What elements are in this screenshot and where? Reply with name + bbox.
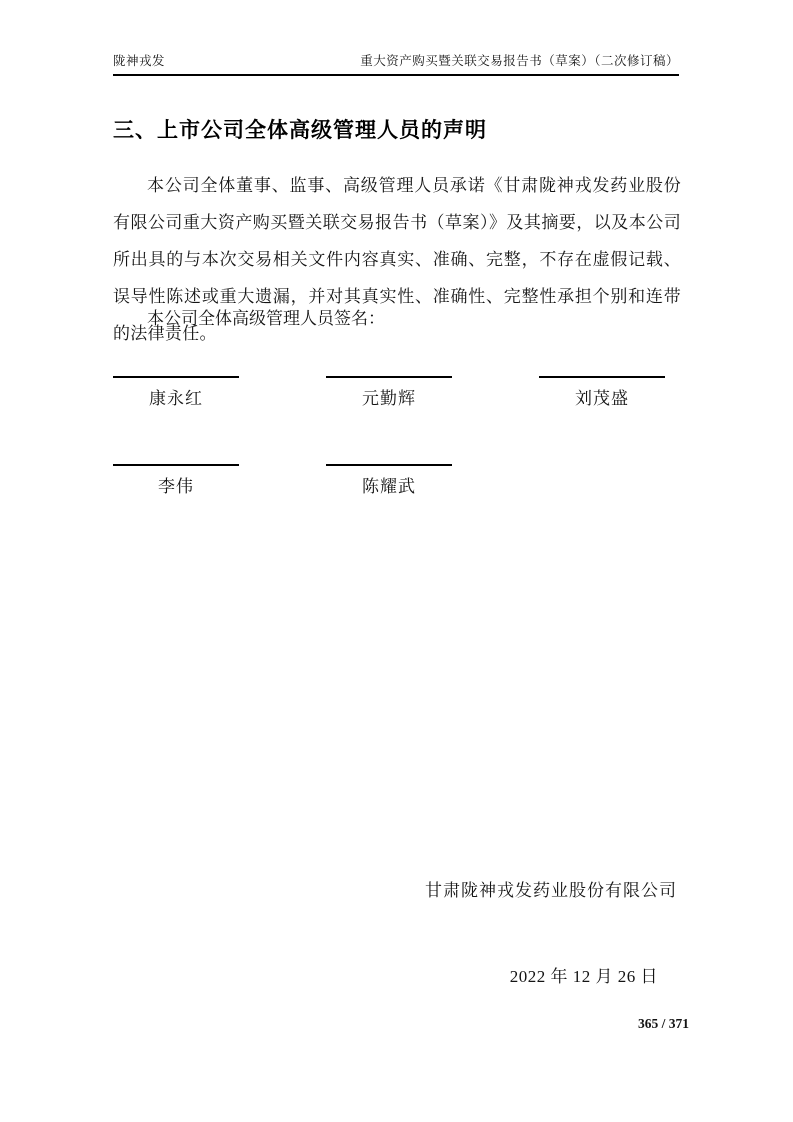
signature-name: 康永红 [149, 389, 203, 408]
signature-cell [113, 376, 239, 409]
signature-line [326, 464, 452, 466]
section-heading: 三、上市公司全体高级管理人员的声明 [113, 119, 487, 143]
signature-name: 陈耀武 [362, 477, 416, 496]
signature-cell [326, 464, 452, 497]
signature-cell [326, 376, 452, 409]
signature-line [113, 376, 239, 378]
closing-company-name: 甘肃陇神戎发药业股份有限公司 [425, 881, 677, 900]
signature-row-2 [113, 464, 539, 497]
declaration-paragraph: 本公司全体董事、监事、高级管理人员承诺《甘肃陇神戎发药业股份有限公司重大资产购买暨关联交易报告书（草案）》及其摘要，以及本公司所出具的与本次交易相关文件内容真实、准确、完整，不存在虚假记载、误导性陈述或重大遗漏，并对其真实性、准确性、完整性承担个别和连带的法律责任。 [113, 176, 681, 343]
signature-prompt: 本公司全体高级管理人员签名： [147, 309, 385, 328]
signature-cell [539, 376, 665, 409]
signature-line [113, 464, 239, 466]
signature-name: 元勤辉 [362, 389, 416, 408]
signature-line [326, 376, 452, 378]
signature-name: 李伟 [158, 477, 194, 496]
header-right-report-title: 重大资产购买暨关联交易报告书（草案）（二次修订稿） [360, 54, 679, 68]
signature-cell [113, 464, 239, 497]
page-number: 365 / 371 [637, 1016, 689, 1031]
running-header [113, 51, 679, 76]
signature-line [539, 376, 665, 378]
signature-row-1 [113, 376, 752, 409]
signature-name: 刘茂盛 [575, 389, 629, 408]
closing-date: 2022 年 12 月 26 日 [509, 967, 658, 986]
header-left-short-title: 陇神戎发 [113, 54, 166, 68]
